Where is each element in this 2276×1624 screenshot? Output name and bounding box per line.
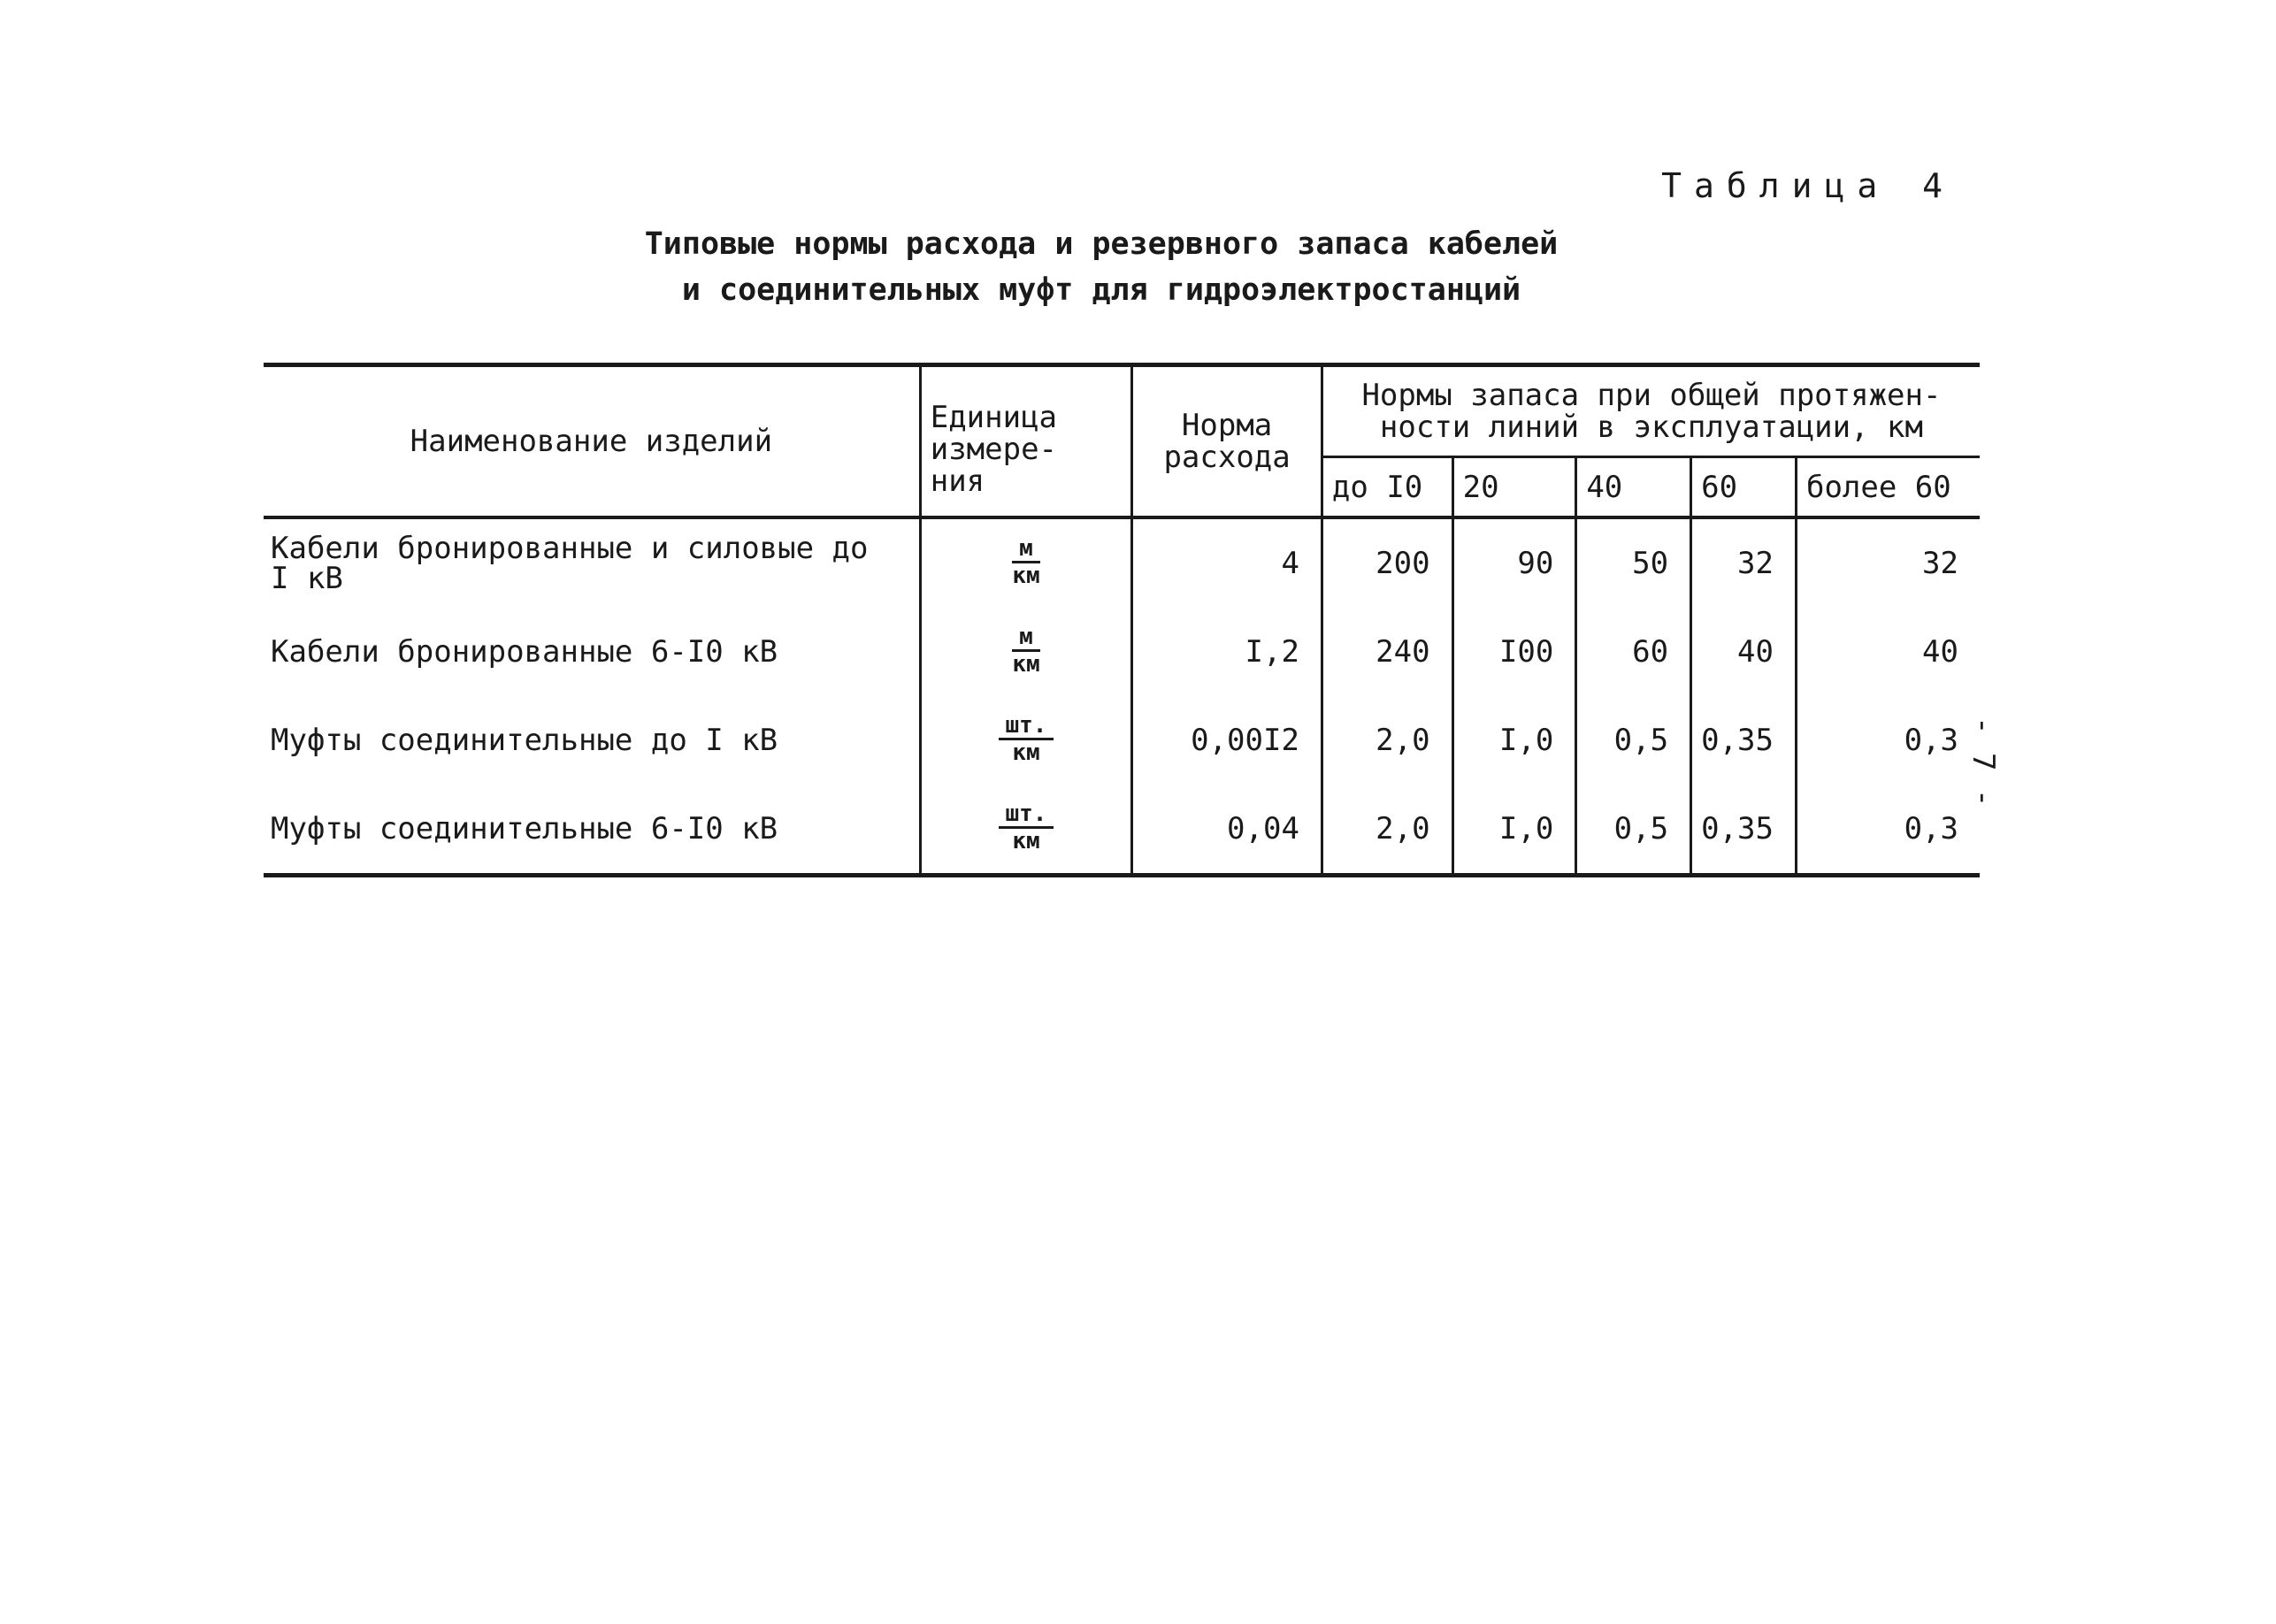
row-stock-upto-10: 200 <box>1322 517 1452 608</box>
unit-numerator: шт. <box>999 801 1054 829</box>
title-line-1: Типовые нормы расхода и резервного запаса кабелей <box>644 226 1559 262</box>
page-number: - 7 - <box>1966 716 2001 808</box>
row-name: Муфты соединительные до I кВ <box>271 723 778 758</box>
row-unit <box>920 785 1132 876</box>
row-norm: 0,04 <box>1132 785 1322 876</box>
row-stock-over-60: 0,3 <box>1796 785 1980 876</box>
row-stock-20: I,0 <box>1452 785 1576 876</box>
header-stock-over-60: более 60 <box>1796 457 1980 518</box>
norms-table <box>264 363 1980 877</box>
unit-numerator: шт. <box>999 713 1054 740</box>
row-stock-over-60: 40 <box>1796 608 1980 696</box>
row-norm: I,2 <box>1132 608 1322 696</box>
row-norm: 4 <box>1132 517 1322 608</box>
header-stock-group: Нормы запаса при общей протяжен- ности линий в эксплуатации, км <box>1322 365 1980 457</box>
row-name: Муфты соединительные 6-I0 кВ <box>264 785 920 876</box>
row-stock-60: 0,35 <box>1691 696 1797 785</box>
header-stock-60: 60 <box>1691 457 1797 518</box>
header-unit: Единица измере- ния <box>920 365 1132 518</box>
header-name: Наименование изделий <box>264 365 920 518</box>
row-stock-upto-10: 2,0 <box>1322 785 1452 876</box>
header-stock-20: 20 <box>1452 457 1576 518</box>
row-name: Кабели бронированные и силовые до I кВ <box>271 531 869 596</box>
row-stock-20: 90 <box>1452 517 1576 608</box>
row-stock-20: I,0 <box>1452 696 1576 785</box>
row-stock-upto-10: 240 <box>1322 608 1452 696</box>
row-stock-40: 50 <box>1576 517 1691 608</box>
row-unit <box>920 517 1132 608</box>
row-name: Кабели бронированные 6-I0 кВ <box>271 634 778 670</box>
table-title <box>531 221 1672 313</box>
row-stock-40: 60 <box>1576 608 1691 696</box>
table-caption: Таблица 4 <box>1661 166 1955 205</box>
header-norm: Норма расхода <box>1132 365 1322 518</box>
row-unit <box>920 696 1132 785</box>
row-stock-20: I00 <box>1452 608 1576 696</box>
unit-denominator: км <box>1012 651 1040 678</box>
table-row <box>264 785 1980 876</box>
table-row <box>264 517 1980 608</box>
table-row <box>264 696 1980 785</box>
row-norm: 0,00I2 <box>1132 696 1322 785</box>
table-row <box>264 608 1980 696</box>
title-line-2: и соединительных муфт для гидроэлектростанций <box>681 272 1521 308</box>
unit-numerator: м <box>1012 536 1040 563</box>
unit-denominator: км <box>1012 828 1040 854</box>
header-stock-40: 40 <box>1576 457 1691 518</box>
row-stock-60: 0,35 <box>1691 785 1797 876</box>
unit-denominator: км <box>1012 563 1040 589</box>
unit-numerator: м <box>1012 624 1040 652</box>
row-unit <box>920 608 1132 696</box>
row-stock-60: 32 <box>1691 517 1797 608</box>
row-stock-over-60: 32 <box>1796 517 1980 608</box>
header-stock-upto-10: до I0 <box>1322 457 1452 518</box>
row-stock-40: 0,5 <box>1576 785 1691 876</box>
row-stock-over-60: 0,3 <box>1796 696 1980 785</box>
row-stock-upto-10: 2,0 <box>1322 696 1452 785</box>
row-stock-60: 40 <box>1691 608 1797 696</box>
row-stock-40: 0,5 <box>1576 696 1691 785</box>
unit-denominator: км <box>1012 739 1040 766</box>
